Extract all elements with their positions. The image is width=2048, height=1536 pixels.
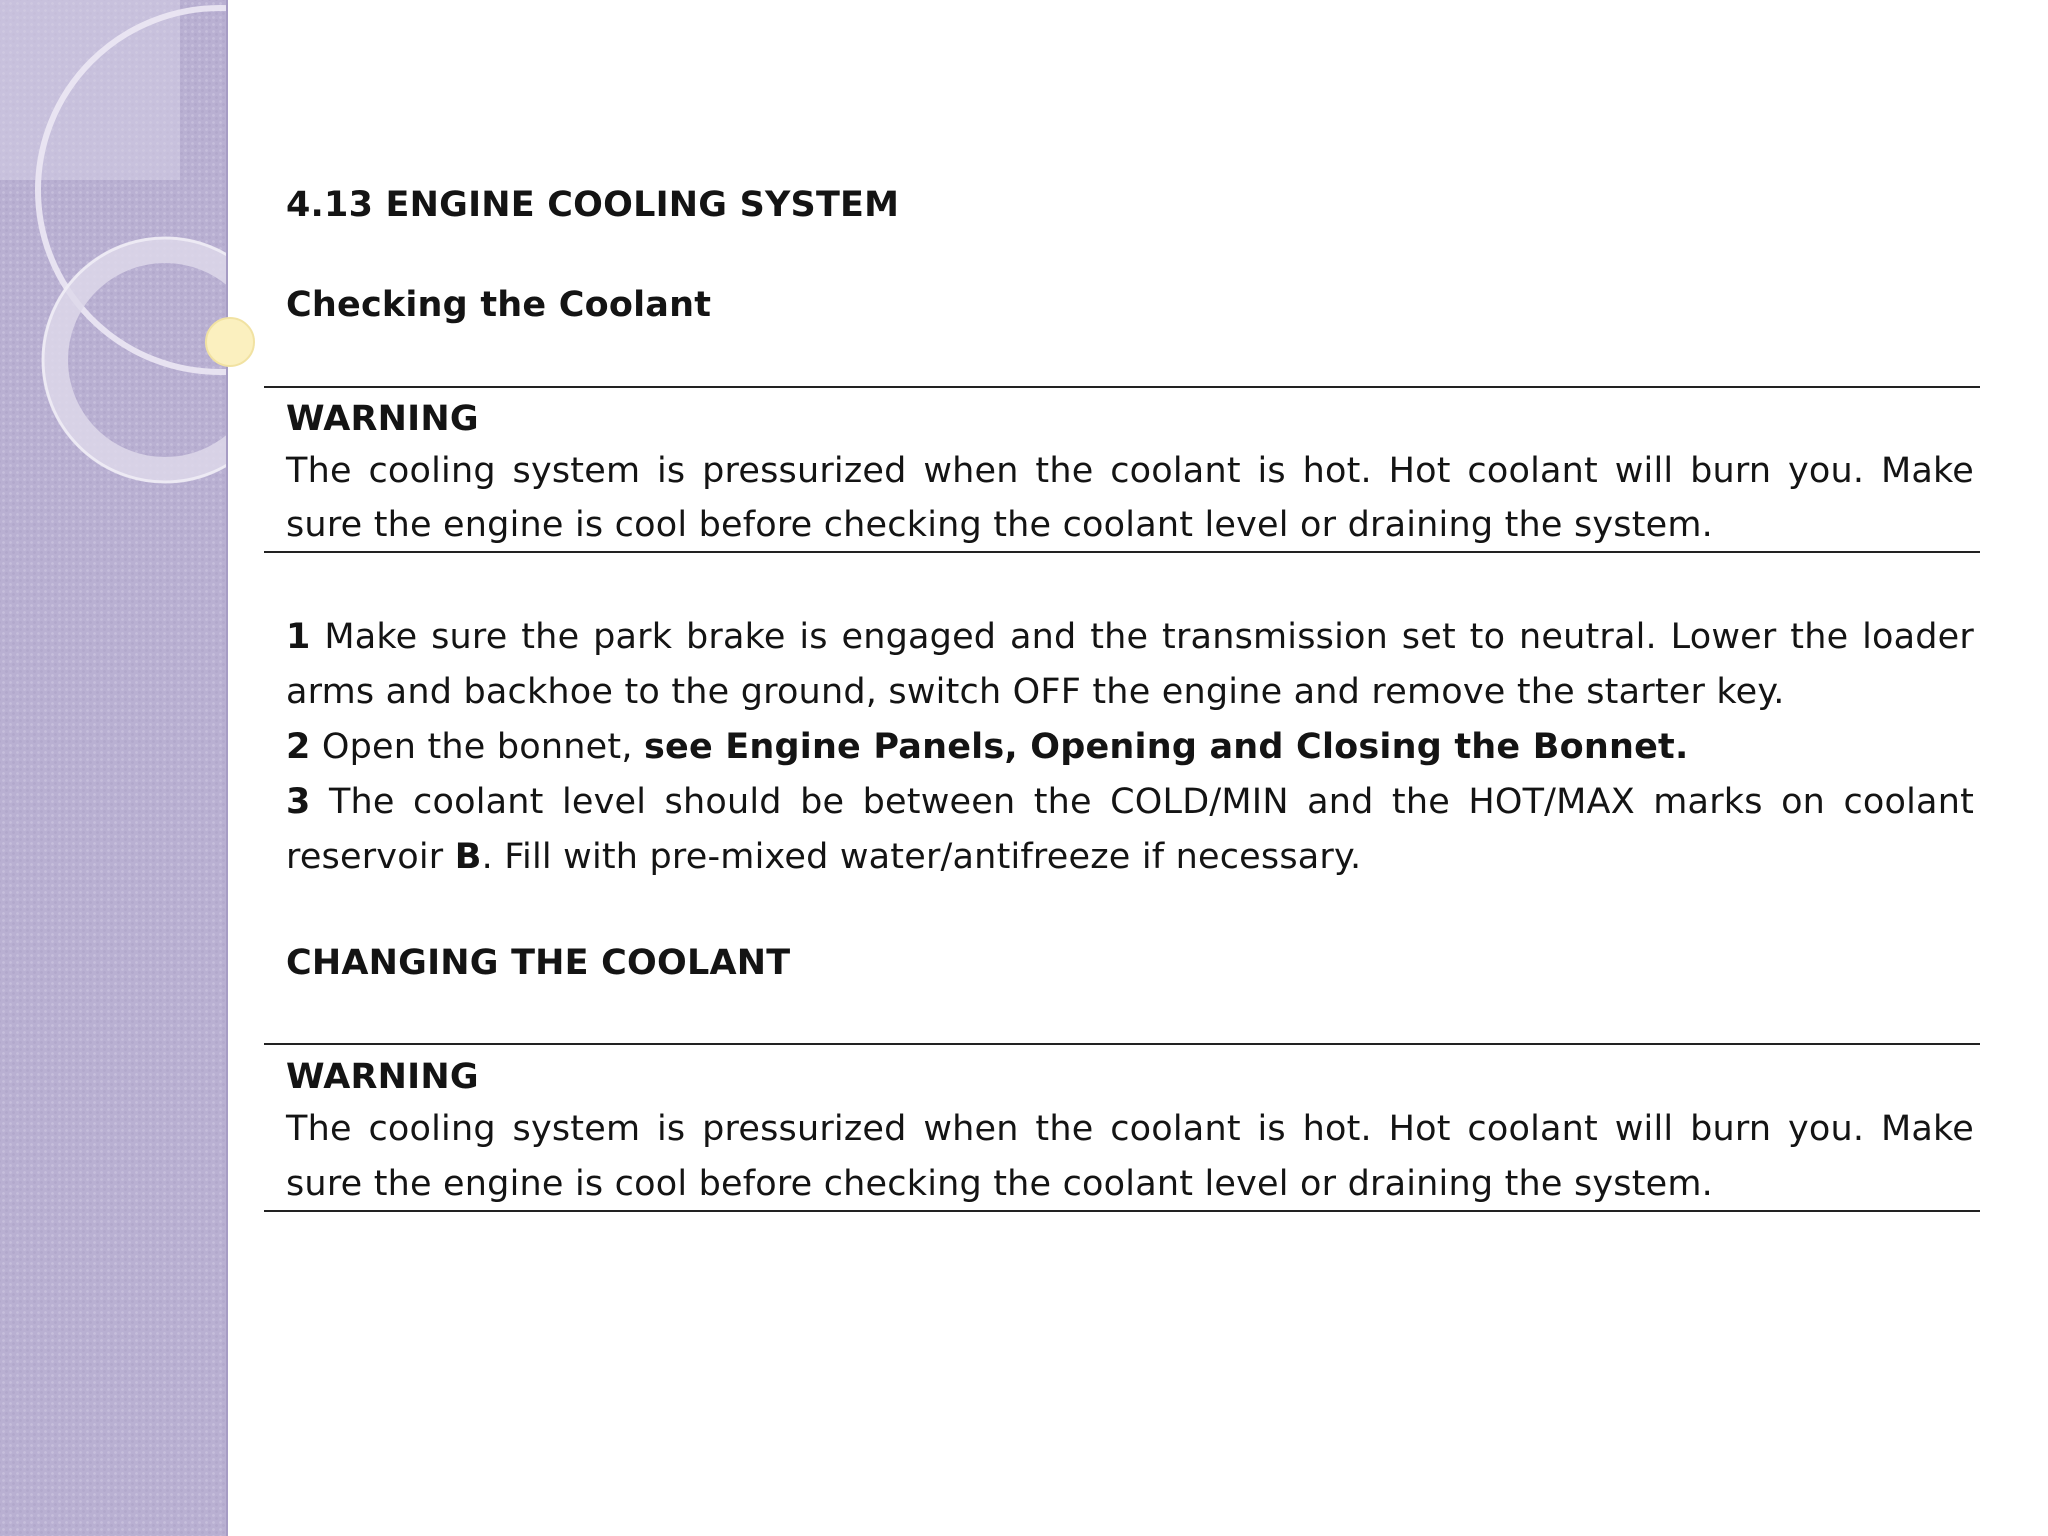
subheading: Checking the Coolant — [286, 285, 712, 325]
warning-top-rule — [264, 386, 1980, 388]
step-number: 3 — [286, 782, 311, 822]
band-edge — [226, 0, 228, 1536]
step-1-line-1 — [286, 610, 1974, 665]
step-number: 2 — [286, 727, 311, 767]
warning-bottom-rule — [264, 551, 1980, 553]
step-1-line-2: arms and backhoe to the ground, switch OFF the engine and remove the starter key. — [286, 672, 1785, 712]
changing-heading: CHANGING THE COOLANT — [286, 943, 791, 983]
step-text: Make sure the park brake is engaged and the transmission set to neutral. Lower the loader — [324, 617, 1975, 657]
warning-bottom-rule — [264, 1210, 1980, 1212]
decorative-circles — [0, 0, 228, 520]
warning-title: WARNING — [286, 1057, 479, 1097]
warning-text-line: The cooling system is pressurized when the coolant is hot. Hot coolant will burn you. Make — [286, 1109, 1974, 1149]
decorative-side-band — [0, 0, 228, 1536]
step-3-line-1 — [286, 775, 1974, 830]
step-3-line-2 — [286, 830, 1361, 885]
step-text: Open the bonnet, — [321, 727, 633, 767]
step-number: 1 — [286, 617, 311, 657]
yellow-dot-ornament — [200, 312, 260, 372]
step-text: . Fill with pre-mixed water/antifreeze if necessary. — [481, 837, 1362, 877]
warning-text-line: sure the engine is cool before checking the coolant level or draining the system. — [286, 505, 1714, 545]
warning-text-line: sure the engine is cool before checking the coolant level or draining the system. — [286, 1164, 1714, 1204]
warning-top-rule — [264, 1043, 1980, 1045]
warning-text-line: The cooling system is pressurized when the coolant is hot. Hot coolant will burn you. Make — [286, 451, 1974, 491]
cross-reference: see Engine Panels, Opening and Closing the Bonnet. — [643, 727, 1689, 767]
step-text: reservoir — [286, 837, 444, 877]
warning-title: WARNING — [286, 399, 479, 439]
component-label: B — [454, 837, 482, 877]
step-2 — [286, 720, 1688, 775]
step-text: The coolant level should be between the COLD/MIN and the HOT/MAX marks on coolant — [328, 782, 1974, 822]
section-heading: 4.13 ENGINE COOLING SYSTEM — [286, 185, 900, 225]
